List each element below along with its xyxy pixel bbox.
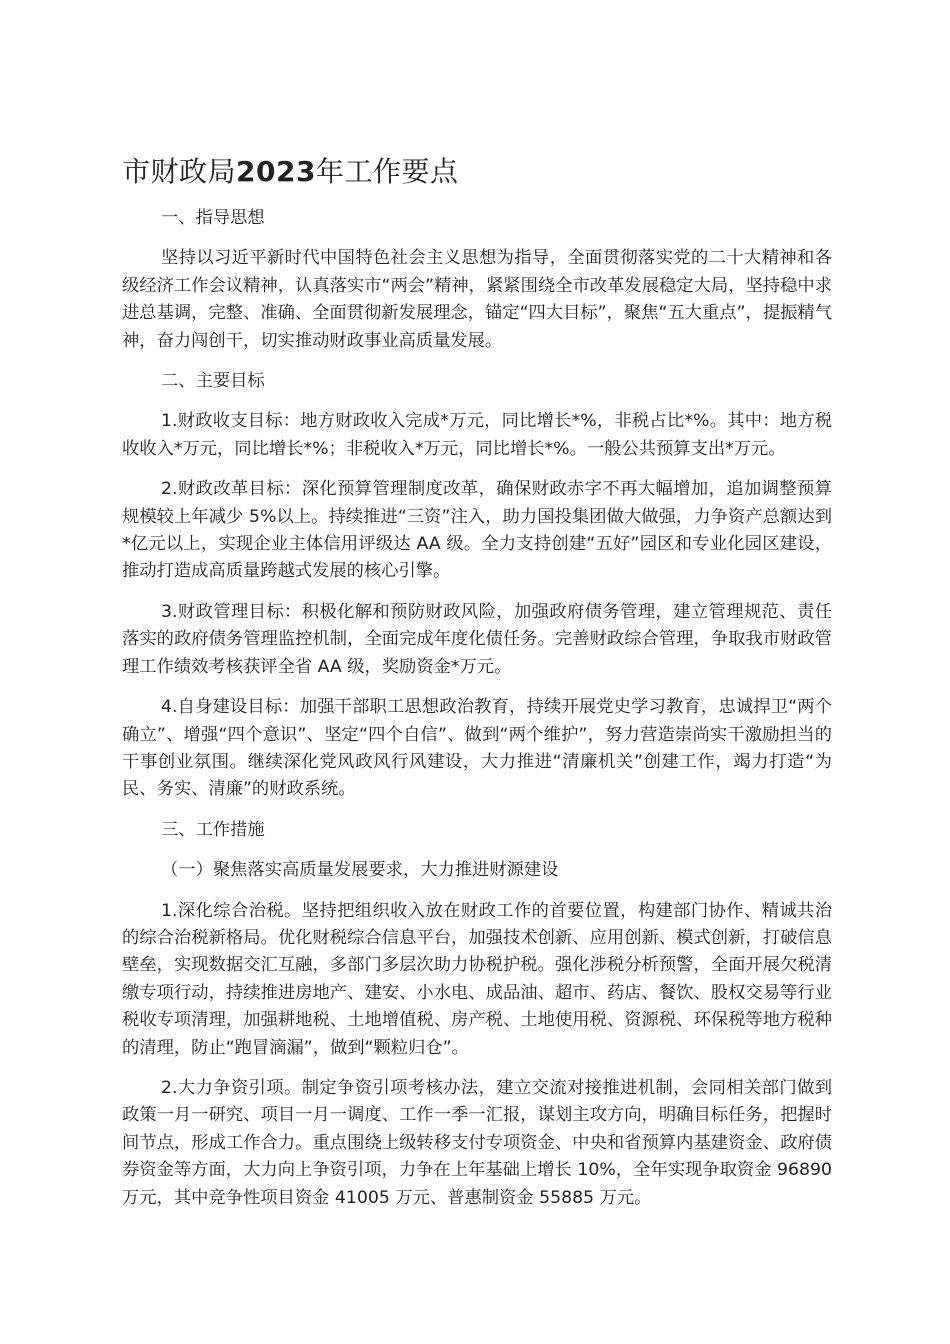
title-prefix: 市财政局 (122, 155, 237, 188)
paragraph-goal-management: 3.财政管理目标：积极化解和预防财政风险，加强政府债务管理，建立管理规范、责任落实的政府债务管理监控机制，全面完成年度化债任务。完善财政综合管理，争取我市财政管理工作绩效考核获评全省 AA 级，奖励资金*万元。 (122, 601, 832, 677)
paragraph-goal-self-building: 4.自身建设目标：加强干部职工思想政治教育，持续开展党史学习教育，忠诚捍卫“两个确立”、增强“四个意识”、坚定“四个自信”、做到“两个维护”，努力营造崇尚实干激励担当的干事创业氛围。继续深化党风政风行风建设，大力推进“清廉机关”创建工作，竭力打造“为民、务实、清廉”的财政系统。 (122, 697, 832, 800)
title-suffix: 年工作要点 (315, 155, 459, 188)
subsection-heading-financial-resources: （一）聚焦落实高质量发展要求，大力推进财源建设 (161, 860, 559, 881)
document-body (122, 205, 832, 1225)
section-heading-guiding-thought: 一、指导思想 (161, 208, 265, 228)
title-year: 2023 (236, 155, 316, 188)
paragraph-measure-tax: 1.深化综合治税。坚持把组织收入放在财政工作的首要位置，构建部门协作、精诚共治的综合治税新格局。优化财税综合信息平台，加强技术创新、应用创新、模式创新，打破信息壁垒，实现数据交汇互融，多部门多层次助力协税护税。强化涉税分析预警，全面开展欠税清缴专项行动，持续推进房地产、建安、小水电、成品油、超市、药店、餐饮、股权交易等行业税收专项清理，加强耕地税、土地增值税、房产税、土地使用税、资源税、环保税等地方税种的清理，防止“跑冒滴漏”，做到“颗粒归仓”。 (122, 900, 832, 1058)
section-heading-measures: 三、工作措施 (161, 819, 265, 840)
paragraph-measure-funding: 2.大力争资引项。制定争资引项考核办法，建立交流对接推进机制，会同相关部门做到政策一月一研究、项目一月一调度、工作一季一汇报，谋划主攻方向，明确目标任务，把握时间节点，形成工作合力。重点围绕上级转移支付专项资金、中央和省预算内基建资金、政府债券资金等方面，大力向上争资引项，力争在上年基础上增长 10%，全年实现争取资金 96890 万元，其中竞争性项目资金 41005 万元、普惠制资金 55885 万元。 (122, 1077, 832, 1208)
paragraph-goal-revenue: 1.财政收支目标：地方财政收入完成*万元，同比增长*%，非税占比*%。其中：地方税收收入*万元，同比增长*%；非税收入*万元，同比增长*%。一般公共预算支出*万元。 (122, 411, 832, 459)
page-title (122, 152, 458, 192)
paragraph-guiding-thought: 坚持以习近平新时代中国特色社会主义思想为指导，全面贯彻落实党的二十大精神和各级经济工作会议精神，认真落实市“两会”精神，紧紧围绕全市改革发展稳定大局，坚持稳中求进总基调，完整、准确、全面贯彻新发展理念，锚定“四大目标”，聚焦“五大重点”，提振精气神，奋力闯创干，切实推动财政事业高质量发展。 (122, 248, 832, 351)
section-heading-main-goals: 二、主要目标 (161, 371, 265, 392)
paragraph-goal-reform: 2.财政改革目标：深化预算管理制度改革，确保财政赤字不再大幅增加，追加调整预算规模较上年减少 5%以上。持续推进“三资”注入，助力国投集团做大做强，力争资产总额达到*亿元以上，实现企业主体信用评级达 AA 级。全力支持创建“五好”园区和专业化园区建设，推动打造成高质量跨越式发展的核心引擎。 (122, 479, 832, 582)
